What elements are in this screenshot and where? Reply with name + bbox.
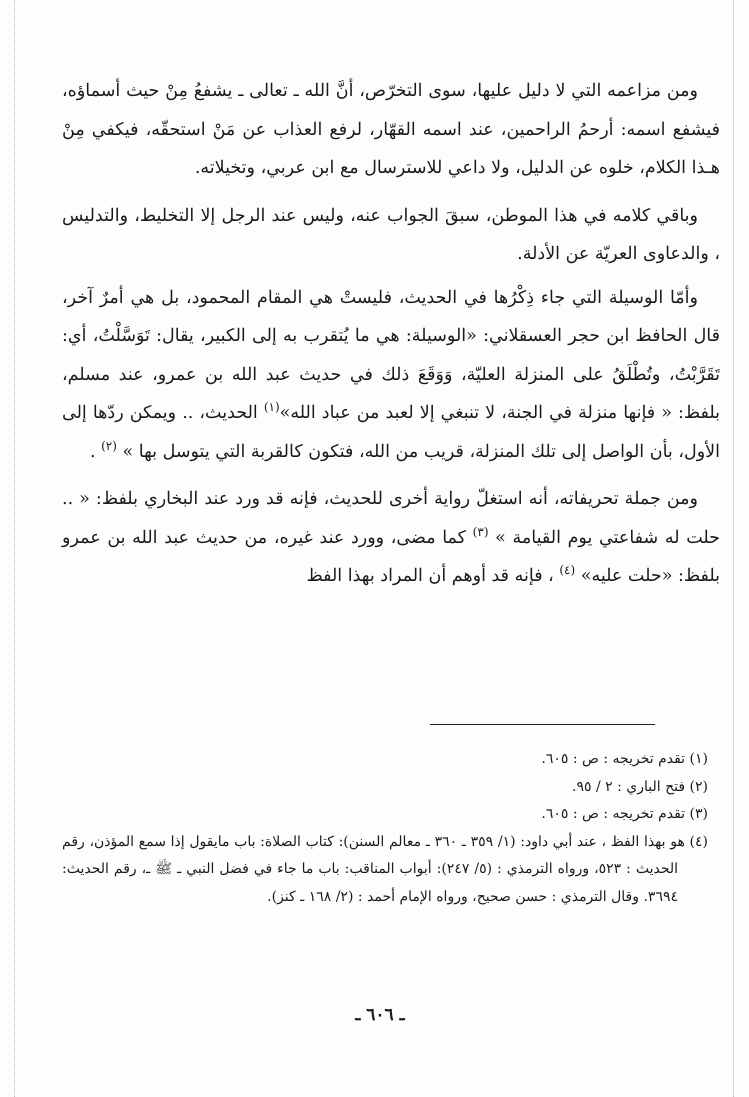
footnote-reference: (٤) <box>559 563 576 578</box>
paragraph-text: ، فإنه قد أوهم أن المراد بهذا الفظ <box>306 566 560 586</box>
paragraph <box>62 279 720 472</box>
paragraph-text: ومن جملة تحريفاته، أنه استغلّ رواية أخرى للحديث، فإنه قد ورد عند البخاري بلفظ: « .. حلت له شفاعتي يوم القيامة » <box>62 489 720 548</box>
footnote-number: (٣) <box>689 806 708 822</box>
footnote-text: هو بهذا الفظ ، عند أبي داود: (١/ ٣٥٩ ـ ٣٦٠ ـ معالم السنن): كتاب الصلاة: باب مايقول إذا سمع المؤذن، رقم الحديث : ٥٢٣، ورواه الترمذي : (٥/ ٢٤٧): أبواب المناقب: باب ما جاء في فضل النبي ـ ﷺ ـ، رقم الحديث: ٣٦٩٤. وقال الترمذي : حسن صحيح، ورواه الإمام أحمد : (٢/ ١٦٨ ـ كنز). <box>62 833 685 905</box>
footnote-number: (٤) <box>689 833 708 850</box>
footnote <box>62 801 708 829</box>
footnote-number: (١) <box>689 751 708 767</box>
footnote-number: (٢) <box>689 778 708 795</box>
paragraph-text: وأمّا الوسيلة التي جاء ذِكْرُها في الحديث، فليستْ هي المقام المحمود، بل هي أمرٌ آخر، قال الحافظ ابن حجر العسقلاني: «الوسيلة: هي ما يُتقرب به إلى الكبير، يقال: تَوَسَّلْتُ، أي: تَقَرَّبْتُ، وتُطْلَقُ على المنزلة العليّة، وَوَقَعَ ذلك في حديث عبد الله بن عمرو، عند مسلم، بلفظ: « فإنها منزلة في الجنة، لا تنبغي إلا لعبد من عباد الله» <box>62 287 721 423</box>
footnote-reference: (٣) <box>472 524 489 539</box>
paragraph-text: الحديث، .. ويمكن ردّها إلى الأول، بأن الواصل إلى تلك المنزلة، قريب من الله، فتكون كالقربة التي يتوسل بها » <box>62 403 720 462</box>
footnote-reference: (١) <box>263 400 280 415</box>
paragraph-text: كما مضى، وورد عند غيره، من حديث عبد الله بن عمرو بلفظ: «حلت عليه» <box>62 527 720 586</box>
footnotes <box>62 746 708 911</box>
paragraph-text: وباقي كلامه في هذا الموطن، سبقَ الجواب عنه، وليس عند الرجل إلا التخليط، والتدليس ، والدعاوى العريّة عن الأدلة. <box>62 205 720 264</box>
paragraph <box>62 72 720 188</box>
paragraph-text: ومن مزاعمه التي لا دليل عليها، سوى التخرّص، أنَّ الله ـ تعالى ـ يشفعُ مِنْ حيث أسماؤه، فيشفع اسمه: أرحمُ الراحمين، عند اسمه القهّار، لرفع العذاب عن مَنْ استحقّه، فيكفي مِنْ هـذا الكلام، خلوه عن الدليل، ولا داعي للاسترسال مع ابن عربي، وتخيلاته. <box>62 81 720 178</box>
main-text <box>62 72 720 605</box>
paragraph <box>62 480 720 596</box>
footnote <box>62 774 708 802</box>
footnote-text: تقدم تخريجه : ص : ٦٠٥. <box>541 751 686 767</box>
paragraph <box>62 197 720 274</box>
page-number: ـ ٦٠٦ ـ <box>355 1005 405 1025</box>
footnote-text: تقدم تخريجه : ص : ٦٠٥. <box>541 806 686 822</box>
footnote <box>62 746 708 774</box>
right-margin-guide <box>733 0 734 1097</box>
footnote-reference: (٢) <box>101 438 117 453</box>
footnote <box>62 829 708 912</box>
footnote-divider <box>430 724 655 725</box>
footnote-text: فتح الباري : ٢ / ٩٥. <box>572 778 686 795</box>
paragraph-text: . <box>89 441 102 462</box>
left-margin-guide <box>14 0 15 1097</box>
